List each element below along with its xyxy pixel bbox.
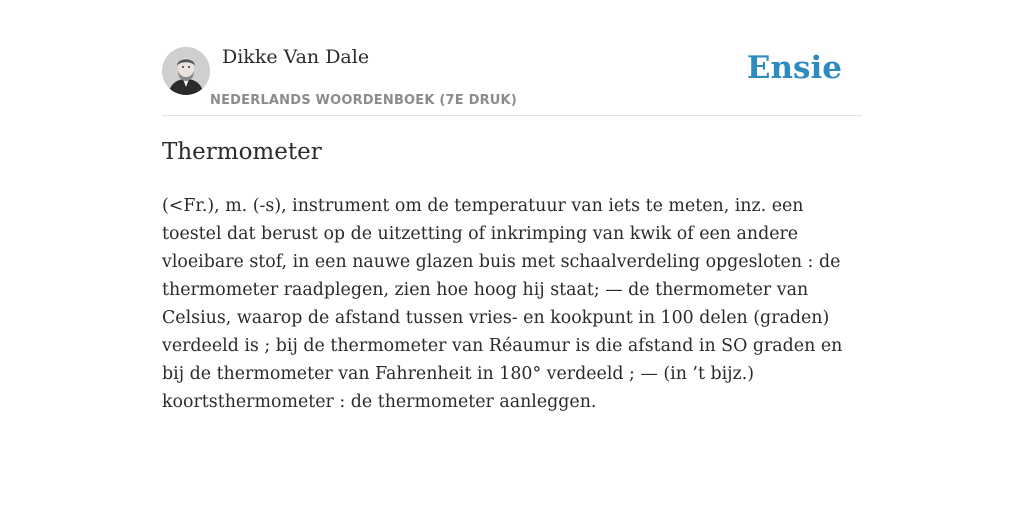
entry-header <box>162 36 862 116</box>
term-title: Thermometer <box>162 139 322 165</box>
term-definition: (<Fr.), m. (-s), instrument om de temperatuur van iets te meten, inz. een toestel dat berust op de uitzetting of inkrimping van kwik of een andere vloeibare stof, in een nauwe glazen buis met schaalverdeling opgesloten : de thermometer raadplegen, zien hoe hoog hij staat; — de thermometer van Celsius, waarop de afstand tussen vries- en kookpunt in 100 delen (graden) verdeeld is ; bij de thermometer van Réaumur is die afstand in SO graden en bij de thermometer van Fahrenheit in 180° verdeeld ; — (in ’t bijz.) koortsthermometer : de thermometer aanleggen. <box>162 196 843 412</box>
author-avatar-icon[interactable] <box>162 47 210 95</box>
entry-card <box>162 36 862 412</box>
author-name-link[interactable]: Dikke Van Dale <box>222 46 370 68</box>
dictionary-source-label[interactable]: NEDERLANDS WOORDENBOEK (7E DRUK) <box>210 93 517 108</box>
ensie-logo-link[interactable]: Ensie <box>746 50 842 86</box>
